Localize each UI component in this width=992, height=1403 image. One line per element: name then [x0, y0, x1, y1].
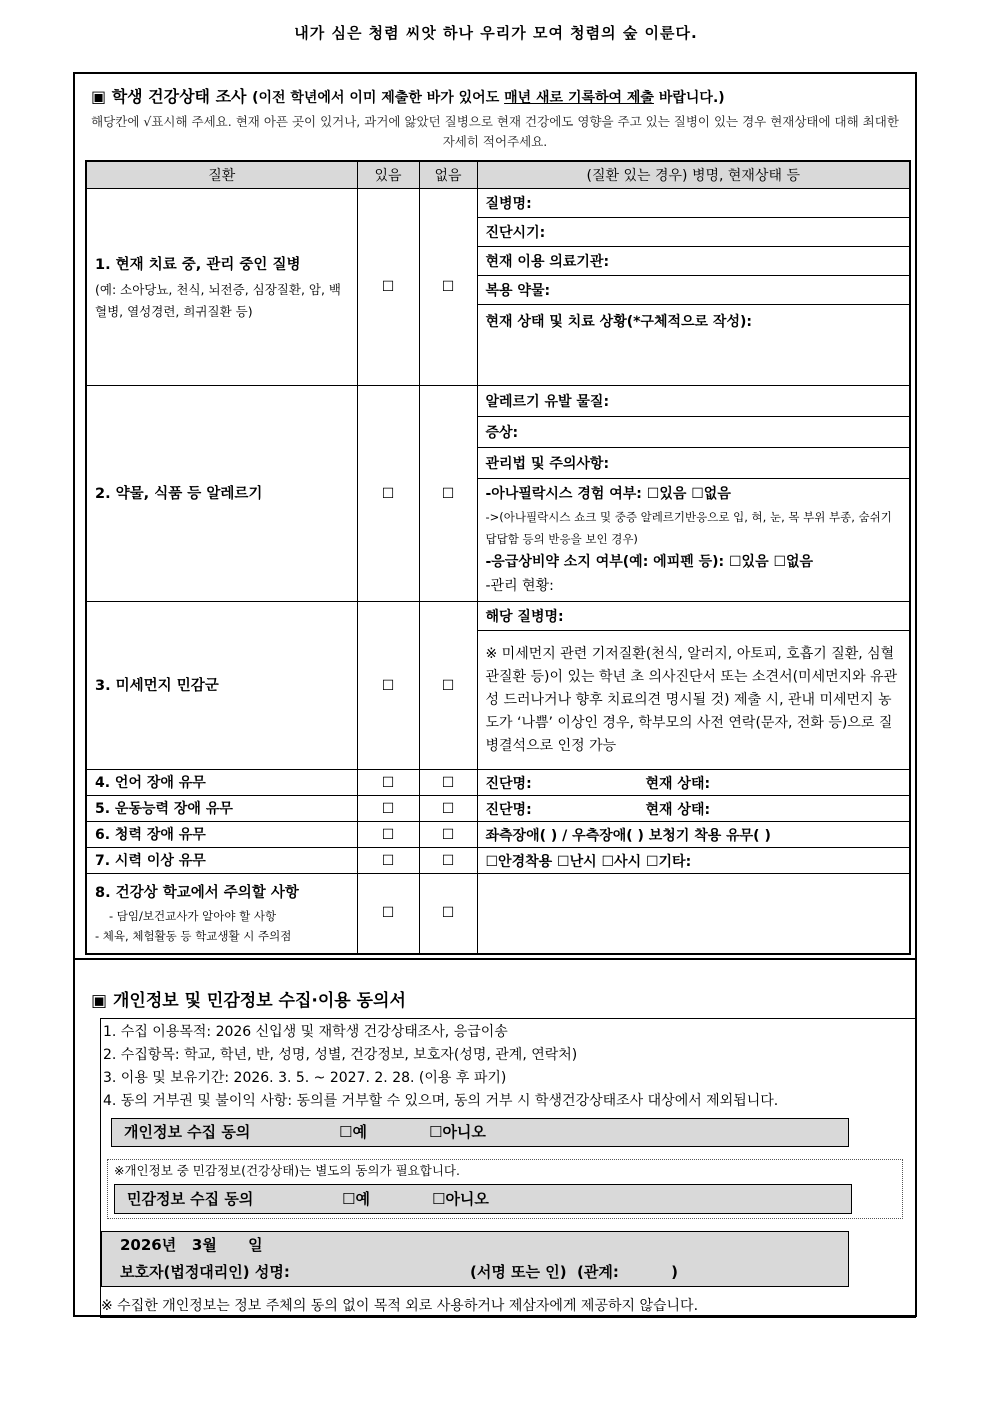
section-divider [75, 958, 915, 960]
row2-management[interactable]: 관리법 및 주의사항: [477, 448, 910, 479]
consent-items [101, 1019, 778, 1113]
header-detail: (질환 있는 경우) 병명, 현재상태 등 [477, 161, 910, 189]
personal-consent-yes[interactable]: ☐예 [339, 1123, 367, 1141]
row1-hospital[interactable]: 현재 이용 의료기관: [477, 247, 910, 276]
row7-no-checkbox[interactable]: ☐ [419, 848, 477, 874]
row3-disease-name[interactable]: 해당 질병명: [477, 602, 910, 631]
health-table [85, 160, 911, 955]
row7-yes-checkbox[interactable]: ☐ [357, 848, 419, 874]
health-section-title [91, 84, 725, 107]
personal-consent-no[interactable]: ☐아니오 [429, 1123, 486, 1141]
row1-yes-checkbox[interactable]: ☐ [357, 189, 419, 386]
health-instruction: 해당칸에 √표시해 주세요. 현재 아픈 곳이 있거나, 과거에 앓았던 질병으로 현재 건강에도 영향을 주고 있는 질병이 있는 경우 현재상태에 대해 최대한 자세히 적어주세요. [91, 114, 899, 149]
row4-detail[interactable]: 진단명: 현재 상태: [477, 770, 910, 796]
row2-anaphylaxis-line[interactable]: -아나필락시스 경험 여부: ☐있음 ☐없음 [485, 486, 731, 502]
row2-label: 2. 약물, 식품 등 알레르기 [86, 386, 357, 602]
table-header-row [86, 161, 910, 189]
row6-label: 6. 청력 장애 유무 [86, 822, 357, 848]
row8-yes-checkbox[interactable]: ☐ [357, 874, 419, 954]
row3-detail-text: ※ 미세먼지 관련 기저질환(천식, 알러지, 아토피, 호흡기 질환, 심혈관질환 등)이 있는 학년 초 의사진단서 또는 소견서(미세먼지와 유관성 드러나거나 향후 치료의견 명시될 것) 제출 시, 관내 미세먼지 농도가 ‘나쁨’ 이상인 경우, 학부모의 사전 연락(문자, 전화 등)으로 질병결석으로 인정 가능 [477, 631, 910, 770]
row1-diagnosis-date[interactable]: 진단시기: [477, 218, 910, 247]
signature-box [101, 1231, 849, 1287]
row2-manage-line[interactable]: -관리 현황: [485, 578, 554, 594]
row4-label: 4. 언어 장애 유무 [86, 770, 357, 796]
guardian-name-label[interactable]: 보호자(법정대리인) 성명: [120, 1263, 290, 1281]
consent-section-title: ▣ 개인정보 및 민감정보 수집·이용 동의서 [91, 991, 406, 1011]
header-no: 없음 [419, 161, 477, 189]
personal-consent-box [111, 1118, 849, 1147]
row2-epipen-line[interactable]: -응급상비약 소지 여부(예: 에피펜 등): ☐있음 ☐없음 [485, 554, 814, 570]
row2-anaphylaxis-block[interactable] [477, 479, 910, 602]
row3-label: 3. 미세먼지 민감군 [86, 602, 357, 770]
row1-disease-name[interactable]: 질병명: [477, 189, 910, 218]
row7-detail[interactable]: ☐안경착용 ☐난시 ☐사시 ☐기타: [477, 848, 910, 874]
row7-label: 7. 시력 이상 유무 [86, 848, 357, 874]
row6-no-checkbox[interactable]: ☐ [419, 822, 477, 848]
sensitive-consent-no[interactable]: ☐아니오 [432, 1190, 489, 1208]
row8-no-checkbox[interactable]: ☐ [419, 874, 477, 954]
guardian-sign-label[interactable]: (서명 또는 인) (관계: ) [470, 1263, 678, 1281]
sensitive-consent-area [107, 1159, 903, 1219]
row5-detail[interactable]: 진단명: 현재 상태: [477, 796, 910, 822]
consent-item-1: 1. 수집 이용목적: 2026 신입생 및 재학생 건강상태조사, 응급이송 [103, 1024, 508, 1040]
personal-consent-label: 개인정보 수집 동의 [124, 1123, 251, 1141]
sensitive-consent-label: 민감정보 수집 동의 [127, 1190, 254, 1208]
row2-symptom[interactable]: 증상: [477, 417, 910, 448]
consent-item-4: 4. 동의 거부권 및 불이익 사항: 동의를 거부할 수 있으며, 동의 거부 시 학생건강상태조사 대상에서 제외됩니다. [103, 1093, 779, 1109]
row3-yes-checkbox[interactable]: ☐ [357, 602, 419, 770]
form-container [73, 72, 917, 1317]
row1-label: 1. 현재 치료 중, 관리 중인 질병 (예: 소아당뇨, 천식, 뇌전증, 심장질환, 암, 백혈병, 열성경련, 희귀질환 등) [86, 189, 357, 386]
row1-current-status[interactable]: 현재 상태 및 치료 상황(*구체적으로 작성): [477, 305, 910, 386]
row2-anaphylaxis-note: ->(아나필락시스 쇼크 및 중증 알레르기반응으로 입, 혀, 눈, 목 부위 부종, 숨쉬기 답답함 등의 반응을 보인 경우) [485, 510, 892, 546]
row4-no-checkbox[interactable]: ☐ [419, 770, 477, 796]
row3-no-checkbox[interactable]: ☐ [419, 602, 477, 770]
row1-no-checkbox[interactable]: ☐ [419, 189, 477, 386]
row5-no-checkbox[interactable]: ☐ [419, 796, 477, 822]
row5-label: 5. 운동능력 장애 유무 [86, 796, 357, 822]
sensitive-consent-yes[interactable]: ☐예 [342, 1190, 370, 1208]
sensitive-consent-box [114, 1184, 852, 1214]
row8-detail[interactable] [477, 874, 910, 954]
row2-allergen[interactable]: 알레르기 유발 물질: [477, 386, 910, 417]
privacy-footer-note: ※ 수집한 개인정보는 정보 주체의 동의 없이 목적 외로 사용하거나 제삼자에게 제공하지 않습니다. [101, 1298, 699, 1314]
row1-medication[interactable]: 복용 약물: [477, 276, 910, 305]
row8-label: 8. 건강상 학교에서 주의할 사항 - 담임/보건교사가 알아야 할 사항 - 체육, 체험활동 등 학교생활 시 주의점 [86, 874, 357, 954]
row6-yes-checkbox[interactable]: ☐ [357, 822, 419, 848]
health-title-text: ▣ 학생 건강상태 조사 [91, 87, 247, 106]
health-title-note: (이전 학년에서 이미 제출한 바가 있어도 매년 새로 기록하여 제출 바랍니다.) [252, 90, 725, 106]
row6-detail[interactable]: 좌측장애( ) / 우측장애( ) 보청기 착용 유무( ) [477, 822, 910, 848]
row4-yes-checkbox[interactable]: ☐ [357, 770, 419, 796]
header-yes: 있음 [357, 161, 419, 189]
slogan: 내가 심은 청렴 씨앗 하나 우리가 모여 청렴의 숲 이룬다. [294, 24, 698, 42]
consent-item-2: 2. 수집항목: 학교, 학년, 반, 성명, 성별, 건강정보, 보호자(성명, 관계, 연락처) [103, 1047, 578, 1063]
header-disease: 질환 [86, 161, 357, 189]
sensitive-note: ※개인정보 중 민감정보(건강상태)는 별도의 동의가 필요합니다. [114, 1163, 460, 1178]
consent-item-3: 3. 이용 및 보유기간: 2026. 3. 5. ~ 2027. 2. 28. (이용 후 파기) [103, 1070, 507, 1086]
row5-yes-checkbox[interactable]: ☐ [357, 796, 419, 822]
consent-box [100, 1018, 916, 1318]
row2-yes-checkbox[interactable]: ☐ [357, 386, 419, 602]
signature-date[interactable]: 2026년 3월 일 [120, 1236, 263, 1254]
row2-no-checkbox[interactable]: ☐ [419, 386, 477, 602]
